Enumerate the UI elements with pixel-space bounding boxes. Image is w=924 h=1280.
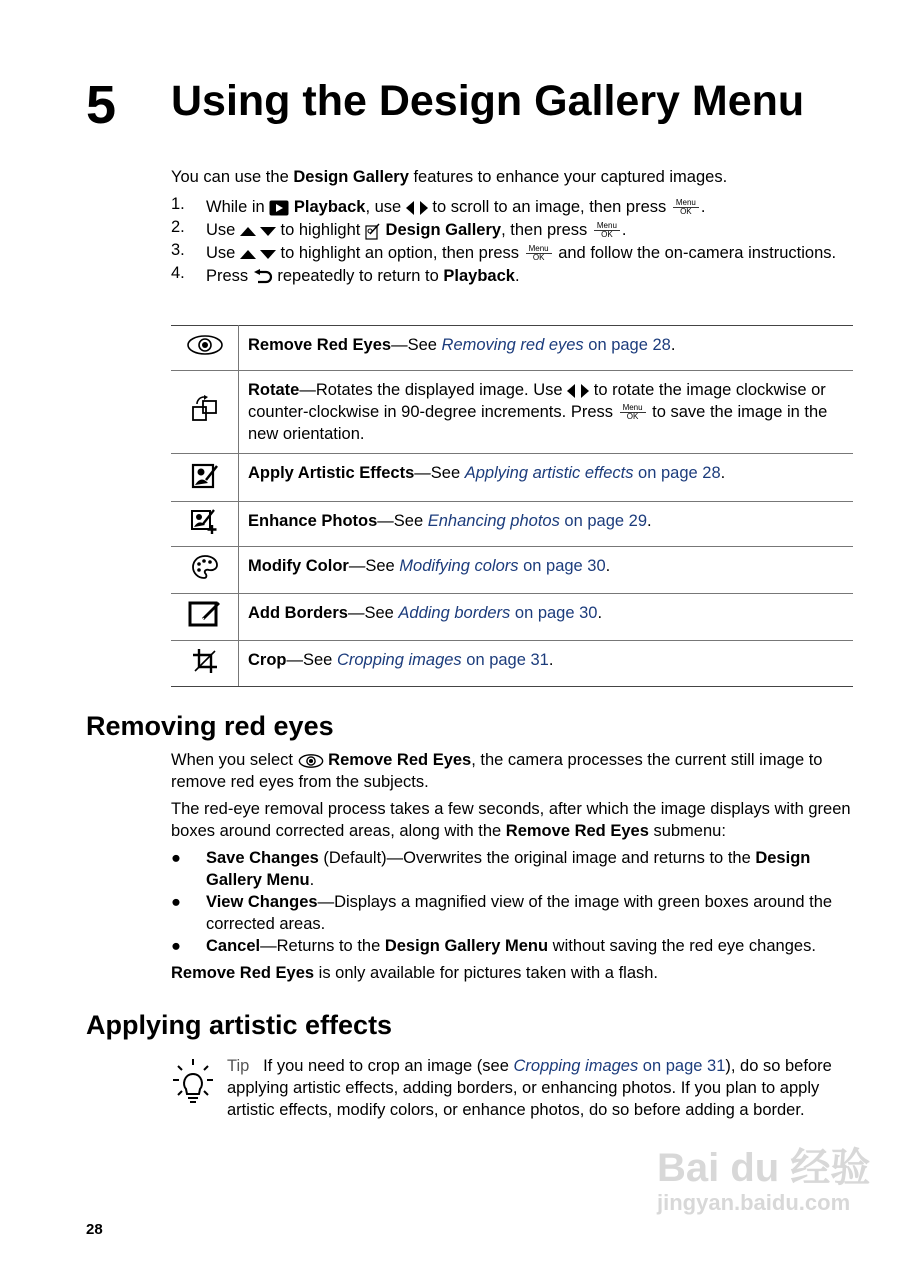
- table-row: [171, 502, 853, 547]
- up-down-arrows-icon: [240, 225, 276, 237]
- up-down-arrows-icon: [240, 248, 276, 260]
- left-right-arrows-icon: [567, 384, 589, 398]
- section-heading-applying-artistic-effects: Applying artistic effects: [86, 1010, 393, 1040]
- lightbulb-tip-icon: [172, 1058, 214, 1106]
- eye-icon: [298, 753, 324, 769]
- left-right-arrows-icon: [406, 201, 428, 215]
- link-adding-borders[interactable]: Adding borders on page 30: [398, 604, 598, 622]
- list-item: ● View Changes—Displays a magnified view of the image with green boxes around the corrected areas.: [171, 893, 833, 933]
- rotate-icon: [191, 395, 219, 423]
- step-2: 2. Use to highlight Design Gallery, then press Menu OK .: [171, 218, 627, 240]
- apply-artistic-effects-desc: Apply Artistic Effects—See Applying artistic effects on page 28.: [239, 454, 854, 502]
- playback-icon: [269, 200, 289, 216]
- link-cropping-images-tip[interactable]: Cropping images on page 31: [513, 1057, 726, 1075]
- back-arrow-icon: [253, 269, 273, 285]
- steps-list: [171, 196, 871, 288]
- tip-paragraph: Tip If you need to crop an image (see Cropping images on page 31), do so before applying artistic effects, adding borders, or enhancing photos. If you plan to apply artistic effects, modify colors, or enhance photos, do so before adding a border.: [227, 1057, 832, 1119]
- list-item: ● Save Changes (Default)—Overwrites the original image and returns to the Design Gallery Menu.: [171, 849, 811, 889]
- table-row: [171, 547, 853, 594]
- menu-ok-icon: Menu OK: [526, 245, 552, 262]
- removing-red-eyes-paragraph-2: The red-eye removal process takes a few seconds, after which the image displays with green boxes around corrected areas, along with the Remove Red Eyes submenu:: [171, 800, 851, 840]
- table-row: [171, 454, 853, 502]
- step-1: 1. While in Playback, use to scroll to an image, then press Menu OK .: [171, 195, 706, 217]
- link-cropping-images[interactable]: Cropping images on page 31: [336, 651, 549, 669]
- intro-paragraph: You can use the Design Gallery features to enhance your captured images.: [171, 168, 728, 186]
- tip-label: Tip: [227, 1057, 250, 1075]
- eye-icon: [186, 334, 224, 356]
- baidu-watermark: [657, 1146, 870, 1216]
- enhance-photos-icon: [190, 507, 220, 535]
- rotate-desc: Rotate—Rotates the displayed image. Use to rotate the image clockwise or counter-clockwise in 90-degree increments. Press Menu OK to save the image in the new orientation.: [239, 371, 854, 454]
- link-enhancing-photos[interactable]: Enhancing photos on page 29: [427, 512, 648, 530]
- remove-red-eyes-submenu-list: [171, 847, 861, 957]
- menu-ok-icon: Menu OK: [673, 199, 699, 216]
- watermark-logo: Bai du 经验: [657, 1146, 871, 1190]
- enhance-photos-desc: Enhance Photos—See Enhancing photos on page 29.: [239, 502, 854, 547]
- watermark-url: jingyan.baidu.com: [657, 1190, 851, 1215]
- link-applying-artistic-effects[interactable]: Applying artistic effects on page 28: [464, 464, 721, 482]
- crop-desc: Crop—See Cropping images on page 31.: [239, 641, 854, 687]
- border-icon: [188, 600, 222, 628]
- artistic-effects-icon: [191, 461, 219, 489]
- menu-ok-icon: Menu OK: [594, 222, 620, 239]
- modify-color-desc: Modify Color—See Modifying colors on page 30.: [239, 547, 854, 594]
- removing-red-eyes-note: Remove Red Eyes is only available for pictures taken with a flash.: [171, 964, 658, 982]
- link-modifying-colors[interactable]: Modifying colors on page 30: [399, 557, 606, 575]
- section-heading-removing-red-eyes: Removing red eyes: [86, 711, 334, 741]
- palette-icon: [191, 553, 219, 581]
- table-row: [171, 371, 853, 454]
- step-4: 4. Press repeatedly to return to Playback.: [171, 264, 520, 285]
- table-row: [171, 641, 853, 687]
- page-number: 28: [86, 1221, 103, 1238]
- list-item: ● Cancel—Returns to the Design Gallery Menu without saving the red eye changes.: [171, 937, 816, 955]
- design-gallery-icon: [365, 222, 381, 240]
- removing-red-eyes-paragraph-1: When you select Remove Red Eyes, the camera processes the current still image to remove red eyes from the subjects.: [171, 751, 823, 791]
- link-removing-red-eyes[interactable]: Removing red eyes on page 28: [441, 336, 671, 354]
- step-3: 3. Use to highlight an option, then press Menu OK and follow the on-camera instructions.: [171, 241, 837, 263]
- add-borders-desc: Add Borders—See Adding borders on page 30.: [239, 594, 854, 641]
- crop-icon: [192, 648, 218, 674]
- menu-ok-icon: Menu OK: [620, 404, 646, 421]
- table-row: [171, 326, 853, 371]
- remove-red-eyes-desc: Remove Red Eyes—See Removing red eyes on page 28.: [239, 326, 854, 371]
- chapter-title: Using the Design Gallery Menu: [171, 77, 805, 125]
- chapter-number: 5: [86, 75, 117, 135]
- table-row: [171, 594, 853, 641]
- design-gallery-options-table: [171, 325, 853, 687]
